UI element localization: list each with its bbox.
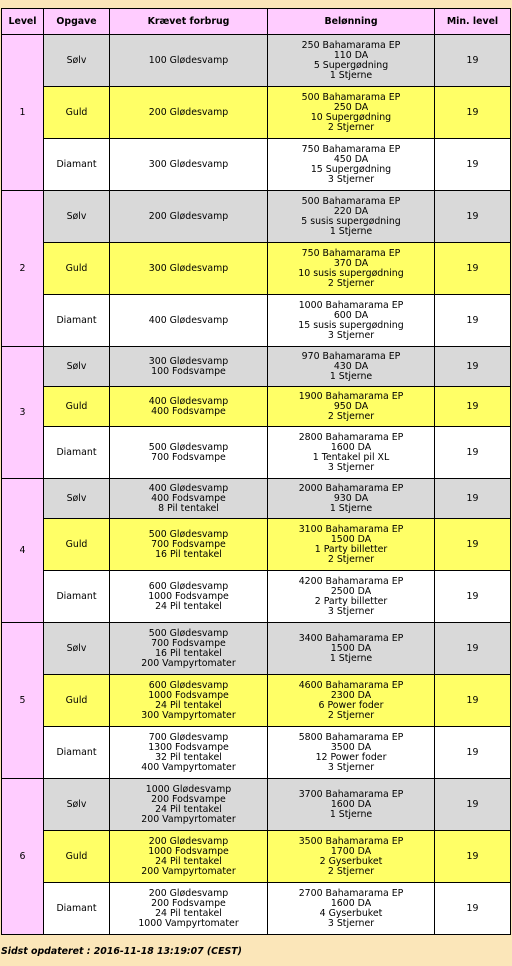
reward-line: 1 Stjerne: [329, 225, 373, 237]
reward-line: 10 Supergødning: [310, 111, 392, 123]
reward-line: 500 Bahamarama EP: [301, 91, 401, 103]
required-line: 400 Glødesvamp: [148, 482, 229, 494]
required-cell: [110, 883, 268, 935]
required-cell: [110, 519, 268, 571]
reward-line: 1500 DA: [330, 642, 372, 654]
task-cell: Diamant: [44, 727, 110, 779]
reward-cell: [268, 139, 435, 191]
reward-line: 15 Supergødning: [310, 163, 392, 175]
reward-line: 2500 DA: [330, 585, 372, 597]
required-cell: [110, 571, 268, 623]
min-level-cell: 19: [435, 387, 511, 427]
header-reward: Belønning: [268, 9, 435, 35]
reward-line: 3 Stjerner: [327, 461, 375, 473]
last-updated: Sidst opdateret : 2016-11-18 13:19:07 (CEST): [1, 946, 242, 957]
reward-cell: [268, 623, 435, 675]
reward-line: 4200 Bahamarama EP: [298, 575, 404, 587]
table-row: [2, 35, 511, 87]
task-cell: Guld: [44, 87, 110, 139]
table-row: [2, 727, 511, 779]
level-cell: 3: [2, 347, 44, 479]
required-line: 500 Glødesvamp: [148, 441, 229, 453]
reward-line: 2700 Bahamarama EP: [298, 887, 404, 899]
required-line: 700 Glødesvamp: [148, 731, 229, 743]
level-cell: 4: [2, 479, 44, 623]
reward-line: 3100 Bahamarama EP: [298, 523, 404, 535]
required-line: 24 Pil tentakel: [155, 907, 222, 919]
reward-line: 970 Bahamarama EP: [301, 350, 401, 362]
min-level-cell: 19: [435, 295, 511, 347]
reward-line: 1 Stjerne: [329, 69, 373, 81]
required-line: 400 Fodsvampe: [151, 492, 226, 504]
required-line: 700 Fodsvampe: [151, 451, 226, 463]
required-line: 8 Pil tentakel: [158, 502, 219, 514]
required-line: 24 Pil tentakel: [155, 699, 222, 711]
required-line: 300 Glødesvamp: [148, 355, 229, 367]
required-line: 200 Glødesvamp: [148, 210, 229, 222]
reward-cell: [268, 427, 435, 479]
required-cell: [110, 295, 268, 347]
reward-line: 2 Stjerner: [327, 553, 375, 565]
required-line: 16 Pil tentakel: [155, 647, 222, 659]
required-line: 100 Glødesvamp: [148, 54, 229, 66]
required-cell: [110, 831, 268, 883]
required-line: 700 Fodsvampe: [151, 637, 226, 649]
reward-line: 3 Stjerner: [327, 329, 375, 341]
reward-line: 1 Party billetter: [314, 543, 388, 555]
required-cell: [110, 675, 268, 727]
reward-line: 2 Stjerner: [327, 865, 375, 877]
task-cell: Sølv: [44, 347, 110, 387]
table-row: [2, 139, 511, 191]
task-cell: Sølv: [44, 35, 110, 87]
required-line: 400 Glødesvamp: [148, 314, 229, 326]
required-line: 300 Vampyrtomater: [141, 709, 236, 721]
required-line: 16 Pil tentakel: [155, 548, 222, 560]
reward-line: 3400 Bahamarama EP: [298, 632, 404, 644]
reward-cell: [268, 571, 435, 623]
required-line: 1000 Fodsvampe: [148, 590, 229, 602]
reward-line: 500 Bahamarama EP: [301, 195, 401, 207]
required-line: 24 Pil tentakel: [155, 803, 222, 815]
min-level-cell: 19: [435, 571, 511, 623]
reward-line: 2 Stjerner: [327, 709, 375, 721]
required-line: 400 Vampyrtomater: [141, 761, 236, 773]
reward-cell: [268, 779, 435, 831]
reward-cell: [268, 347, 435, 387]
reward-line: 2800 Bahamarama EP: [298, 431, 404, 443]
reward-cell: [268, 727, 435, 779]
reward-line: 6 Power foder: [318, 699, 384, 711]
table-row: [2, 675, 511, 727]
min-level-cell: 19: [435, 139, 511, 191]
table-row: [2, 87, 511, 139]
reward-line: 10 susis supergødning: [298, 267, 404, 279]
task-cell: Sølv: [44, 479, 110, 519]
table-row: [2, 519, 511, 571]
reward-line: 1 Stjerne: [329, 652, 373, 664]
task-cell: Guld: [44, 675, 110, 727]
reward-line: 4 Gyserbuket: [319, 907, 383, 919]
task-cell: Diamant: [44, 883, 110, 935]
required-line: 1000 Fodsvampe: [148, 845, 229, 857]
min-level-cell: 19: [435, 427, 511, 479]
header-required: Krævet forbrug: [110, 9, 268, 35]
required-cell: [110, 347, 268, 387]
min-level-cell: 19: [435, 243, 511, 295]
table-row: [2, 479, 511, 519]
level-cell: 1: [2, 35, 44, 191]
reward-line: 450 DA: [333, 153, 369, 165]
reward-line: 250 DA: [333, 101, 369, 113]
required-line: 1300 Fodsvampe: [148, 741, 229, 753]
min-level-cell: 19: [435, 883, 511, 935]
required-line: 200 Fodsvampe: [151, 897, 226, 909]
reward-cell: [268, 295, 435, 347]
required-line: 1000 Glødesvamp: [145, 783, 232, 795]
min-level-cell: 19: [435, 623, 511, 675]
reward-table: [1, 8, 511, 935]
required-line: 200 Glødesvamp: [148, 887, 229, 899]
reward-cell: [268, 87, 435, 139]
task-cell: Guld: [44, 387, 110, 427]
reward-cell: [268, 883, 435, 935]
table-row: [2, 347, 511, 387]
reward-cell: [268, 519, 435, 571]
reward-line: 2 Party billetter: [314, 595, 388, 607]
min-level-cell: 19: [435, 831, 511, 883]
reward-line: 4600 Bahamarama EP: [298, 679, 404, 691]
reward-line: 220 DA: [333, 205, 369, 217]
reward-line: 750 Bahamarama EP: [301, 143, 401, 155]
reward-line: 930 DA: [333, 492, 369, 504]
table-row: [2, 779, 511, 831]
reward-line: 3 Stjerner: [327, 761, 375, 773]
reward-line: 5800 Bahamarama EP: [298, 731, 404, 743]
reward-line: 750 Bahamarama EP: [301, 247, 401, 259]
required-line: 200 Vampyrtomater: [141, 813, 236, 825]
reward-line: 12 Power foder: [315, 751, 387, 763]
required-cell: [110, 623, 268, 675]
reward-line: 370 DA: [333, 257, 369, 269]
task-cell: Sølv: [44, 779, 110, 831]
required-line: 700 Fodsvampe: [151, 538, 226, 550]
reward-line: 1700 DA: [330, 845, 372, 857]
task-cell: Sølv: [44, 623, 110, 675]
required-line: 200 Fodsvampe: [151, 793, 226, 805]
required-line: 400 Glødesvamp: [148, 395, 229, 407]
reward-line: 2 Stjerner: [327, 277, 375, 289]
reward-line: 1 Stjerne: [329, 370, 373, 382]
task-cell: Diamant: [44, 139, 110, 191]
min-level-cell: 19: [435, 519, 511, 571]
header-level: Level: [2, 9, 44, 35]
reward-line: 1500 DA: [330, 533, 372, 545]
required-line: 32 Pil tentakel: [155, 751, 222, 763]
reward-line: 1 Stjerne: [329, 502, 373, 514]
required-line: 1000 Fodsvampe: [148, 689, 229, 701]
required-line: 300 Glødesvamp: [148, 158, 229, 170]
reward-cell: [268, 191, 435, 243]
reward-cell: [268, 387, 435, 427]
reward-line: 2 Stjerner: [327, 410, 375, 422]
required-line: 400 Fodsvampe: [151, 405, 226, 417]
table-row: [2, 295, 511, 347]
required-cell: [110, 427, 268, 479]
reward-line: 15 susis supergødning: [298, 319, 404, 331]
task-cell: Guld: [44, 243, 110, 295]
table-row: [2, 191, 511, 243]
table-row: [2, 883, 511, 935]
required-cell: [110, 779, 268, 831]
min-level-cell: 19: [435, 87, 511, 139]
table-row: [2, 243, 511, 295]
reward-line: 1 Tentakel pil XL: [312, 451, 390, 463]
table-row: [2, 387, 511, 427]
reward-line: 600 DA: [333, 309, 369, 321]
required-line: 24 Pil tentakel: [155, 855, 222, 867]
required-line: 100 Fodsvampe: [151, 365, 226, 377]
reward-cell: [268, 479, 435, 519]
table-body: [2, 35, 511, 935]
level-cell: 6: [2, 779, 44, 935]
reward-line: 1600 DA: [330, 897, 372, 909]
required-cell: [110, 35, 268, 87]
table-row: [2, 427, 511, 479]
reward-line: 5 Supergødning: [313, 59, 389, 71]
reward-cell: [268, 35, 435, 87]
header-min-level: Min. level: [435, 9, 511, 35]
required-line: 600 Glødesvamp: [148, 679, 229, 691]
reward-line: 1600 DA: [330, 441, 372, 453]
reward-line: 110 DA: [333, 49, 369, 61]
required-cell: [110, 479, 268, 519]
table-row: [2, 571, 511, 623]
required-line: 200 Vampyrtomater: [141, 865, 236, 877]
reward-line: 1 Stjerne: [329, 808, 373, 820]
min-level-cell: 19: [435, 347, 511, 387]
required-cell: [110, 191, 268, 243]
min-level-cell: 19: [435, 479, 511, 519]
required-line: 24 Pil tentakel: [155, 600, 222, 612]
header-row: [2, 9, 511, 35]
required-line: 500 Glødesvamp: [148, 528, 229, 540]
reward-line: 3500 DA: [330, 741, 372, 753]
required-line: 600 Glødesvamp: [148, 580, 229, 592]
required-line: 1000 Vampyrtomater: [138, 917, 239, 929]
required-cell: [110, 243, 268, 295]
task-cell: Diamant: [44, 295, 110, 347]
reward-line: 250 Bahamarama EP: [301, 39, 401, 51]
required-line: 200 Glødesvamp: [148, 835, 229, 847]
reward-line: 5 susis supergødning: [301, 215, 401, 227]
reward-line: 430 DA: [333, 360, 369, 372]
reward-line: 1600 DA: [330, 798, 372, 810]
reward-cell: [268, 675, 435, 727]
task-cell: Sølv: [44, 191, 110, 243]
level-cell: 2: [2, 191, 44, 347]
required-line: 200 Vampyrtomater: [141, 657, 236, 669]
reward-cell: [268, 243, 435, 295]
required-line: 200 Glødesvamp: [148, 106, 229, 118]
reward-line: 2 Stjerner: [327, 121, 375, 133]
reward-line: 950 DA: [333, 400, 369, 412]
required-cell: [110, 727, 268, 779]
table-row: [2, 623, 511, 675]
reward-line: 3 Stjerner: [327, 173, 375, 185]
reward-line: 1000 Bahamarama EP: [298, 299, 404, 311]
task-cell: Guld: [44, 519, 110, 571]
reward-line: 1900 Bahamarama EP: [298, 390, 404, 402]
reward-line: 2 Gyserbuket: [319, 855, 383, 867]
task-cell: Diamant: [44, 427, 110, 479]
task-cell: Diamant: [44, 571, 110, 623]
min-level-cell: 19: [435, 191, 511, 243]
reward-line: 3 Stjerner: [327, 605, 375, 617]
required-cell: [110, 387, 268, 427]
reward-line: 3700 Bahamarama EP: [298, 788, 404, 800]
header-task: Opgave: [44, 9, 110, 35]
reward-cell: [268, 831, 435, 883]
min-level-cell: 19: [435, 675, 511, 727]
reward-line: 2300 DA: [330, 689, 372, 701]
task-cell: Guld: [44, 831, 110, 883]
min-level-cell: 19: [435, 779, 511, 831]
reward-line: 2000 Bahamarama EP: [298, 482, 404, 494]
required-line: 300 Glødesvamp: [148, 262, 229, 274]
required-cell: [110, 87, 268, 139]
min-level-cell: 19: [435, 727, 511, 779]
min-level-cell: 19: [435, 35, 511, 87]
table-row: [2, 831, 511, 883]
required-line: 500 Glødesvamp: [148, 627, 229, 639]
reward-line: 3 Stjerner: [327, 917, 375, 929]
required-cell: [110, 139, 268, 191]
reward-line: 3500 Bahamarama EP: [298, 835, 404, 847]
level-cell: 5: [2, 623, 44, 779]
